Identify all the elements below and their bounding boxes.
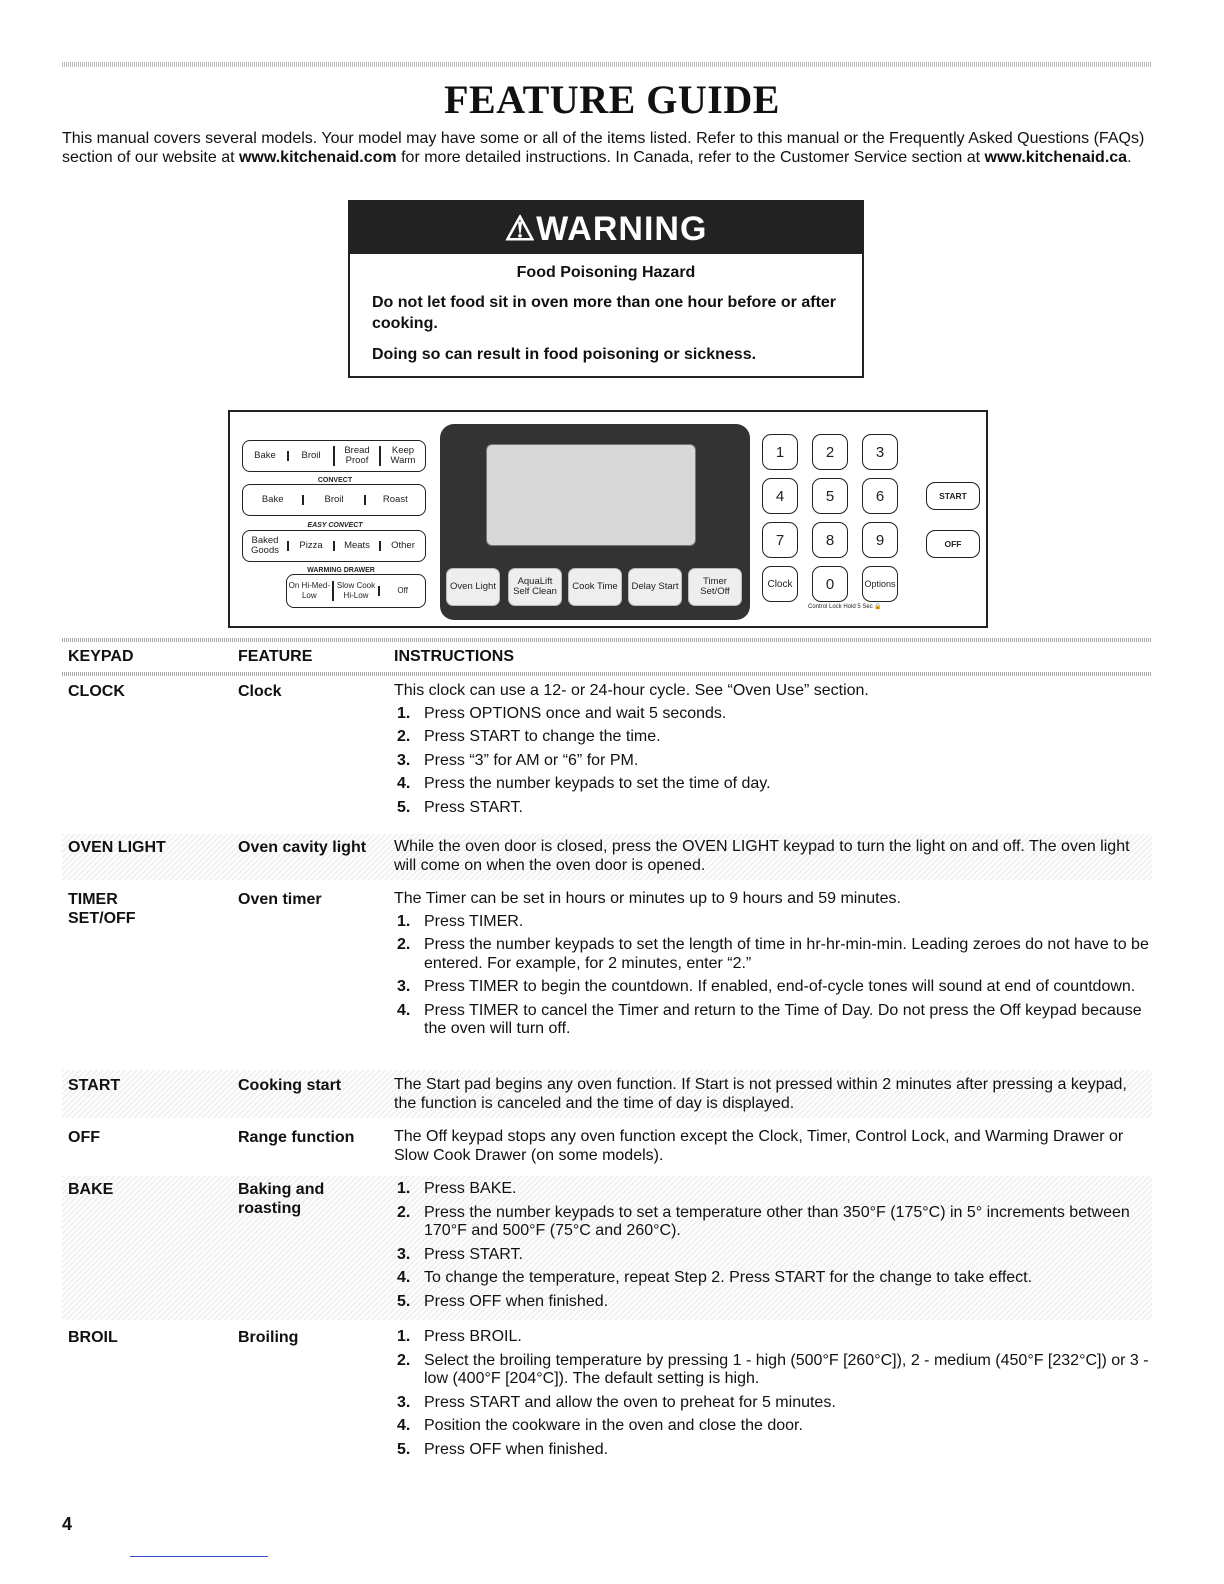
list-item: 4. Press TIMER to cancel the Timer and return to the Time of Day. Do not press the Off keypad because the oven will turn off. — [397, 1001, 1142, 1037]
row-keypad: BROIL — [68, 1329, 118, 1346]
warming-drawer-label: WARMING DRAWER — [307, 567, 375, 574]
row-instructions — [394, 682, 1150, 822]
keypad-row-easy-convect — [242, 530, 426, 562]
panel-convect-roast: Roast — [364, 495, 425, 505]
list-item: 2. Press START to change the time. — [397, 728, 661, 745]
list-item: 5. Press OFF when finished. — [397, 1292, 609, 1310]
table-row-off — [62, 1128, 1152, 1172]
panel-pizza: Pizza — [287, 541, 333, 551]
panel-num-5: 5 — [812, 478, 848, 514]
table-row-bake — [62, 1176, 1152, 1320]
panel-num-7: 7 — [762, 522, 798, 558]
panel-bake: Bake — [254, 450, 276, 461]
warning-heading — [350, 202, 862, 254]
row-keypad: OFF — [68, 1129, 100, 1146]
panel-other: Other — [379, 541, 425, 551]
panel-aqualift: AquaLift Self Clean — [508, 568, 562, 606]
panel-baked-goods: Baked Goods — [251, 535, 279, 556]
list-item: 4. Position the cookware in the oven and close the door. — [397, 1417, 803, 1434]
easy-convect-label: EASY CONVECT — [307, 522, 363, 529]
row-keypad: CLOCK — [68, 683, 125, 700]
kitchenaid-ca-link[interactable]: www.kitchenaid.ca — [984, 148, 1128, 166]
panel-delay-start: Delay Start — [628, 568, 682, 606]
row-feature: Oven cavity light — [238, 839, 367, 856]
row-feature: Cooking start — [238, 1077, 342, 1094]
row-keypad: TIMER SET/OFF — [68, 891, 136, 927]
intro-part2: for more detailed instructions. In Canada, refer to the Customer Service section at — [396, 148, 985, 166]
row-feature: Clock — [238, 683, 282, 700]
keypad-row-convect — [242, 484, 426, 516]
table-top-rule — [62, 638, 1152, 642]
keypad-row-bake — [242, 440, 426, 472]
convect-label: CONVECT — [317, 477, 353, 484]
panel-num-6: 6 — [862, 478, 898, 514]
col-instructions-header: INSTRUCTIONS — [394, 648, 514, 665]
panel-start: START — [926, 482, 980, 510]
warning-box — [348, 200, 864, 378]
table-header-rule — [62, 672, 1152, 676]
list-item: 2. Press the number keypads to set the length of time in hr-hr-min-min. Leading zeroes do not have to be entered. For example, for 2 minutes, enter “2.” — [397, 936, 1149, 972]
panel-options: Options — [862, 566, 898, 602]
row-instructions: The Off keypad stops any oven function except the Clock, Timer, Control Lock, and Warming Drawer or Slow Cook Drawer (on some models). — [394, 1128, 1124, 1164]
row-instructions: The Timer can be set in hours or minutes up to 9 hours and 59 minutes. 1. Press TIMER. 2. Press the number keypads to set the length of time in hr-hr-min-min. Leading zeroes do not have to be entered. For example, for 2 minutes, enter “2.” 3. Press TIMER to begin the countdown. If enabled, end-of-cycle tones will sound at end of countdown. 4. Press TIMER to cancel the Timer and return to the Time of Day. Do not press the Off keypad because the oven will turn off. — [394, 890, 1149, 1037]
panel-num-8: 8 — [812, 522, 848, 558]
row-keypad: BAKE — [68, 1181, 114, 1198]
col-keypad-header: KEYPAD — [68, 648, 134, 665]
page-title: FEATURE GUIDE — [444, 77, 780, 122]
row-feature: Baking and roasting — [238, 1181, 325, 1217]
panel-num-2: 2 — [812, 434, 848, 470]
panel-slow-cook: Slow Cook Hi-Low — [332, 581, 379, 601]
panel-keep-warm: Keep Warm — [379, 446, 425, 466]
row-intro: This clock can use a 12- or 24-hour cycle. See “Oven Use” section. — [394, 682, 869, 699]
row-instructions — [394, 1324, 1150, 1464]
row-instructions — [394, 1176, 1150, 1316]
panel-off: OFF — [926, 530, 980, 558]
row-feature: Oven timer — [238, 891, 322, 908]
list-item: 1. Press TIMER. — [397, 912, 524, 930]
panel-num-1: 1 — [762, 434, 798, 470]
panel-drawer-off: Off — [378, 586, 425, 596]
row-feature: Range function — [238, 1129, 355, 1146]
list-item: 3. Press “3” for AM or “6” for PM. — [397, 751, 639, 769]
list-item: 4. To change the temperature, repeat Step 2. Press START for the change to take effect. — [397, 1269, 1033, 1286]
lock-icon: 🔒 — [874, 604, 882, 610]
kitchenaid-link[interactable]: www.kitchenaid.com — [238, 148, 397, 166]
warning-triangle-icon: ⚠ — [504, 210, 537, 248]
list-item: 4. Press the number keypads to set the time of day. — [397, 775, 771, 792]
list-item: 2. Select the broiling temperature by pressing 1 - high (500°F [260°C]), 2 - medium (450°F [232°C]) or 3 - low (400°F [204°C]). The default setting is high. — [397, 1351, 1149, 1387]
panel-num-9: 9 — [862, 522, 898, 558]
list-item: 5. Press START. — [397, 798, 523, 816]
intro-part3: . — [1127, 148, 1132, 166]
list-item: 1. Press BAKE. — [397, 1180, 517, 1197]
list-item: 3. Press START and allow the oven to preheat for 5 minutes. — [397, 1393, 836, 1411]
control-panel-diagram — [228, 410, 988, 628]
panel-num-3: 3 — [862, 434, 898, 470]
page-number: 4 — [62, 1514, 73, 1534]
row-instructions: The Start pad begins any oven function. If Start is not pressed within 2 minutes after pressing a keypad, the function is canceled and the time of day is displayed. — [394, 1076, 1127, 1112]
list-item: 5. Press OFF when finished. — [397, 1440, 609, 1458]
keypad-row-warming-drawer — [286, 574, 426, 608]
warning-line1: Do not let food sit in oven more than one hour before or after cooking. — [372, 294, 837, 332]
row-feature: Broiling — [238, 1329, 299, 1346]
list-item: 1. Press BROIL. — [397, 1328, 522, 1345]
panel-bread-proof: Bread Proof — [333, 446, 379, 466]
row-instructions: While the oven door is closed, press the OVEN LIGHT keypad to turn the light on and off. The oven light will come on when the oven door is opened. — [394, 838, 1130, 874]
panel-broil: Broil — [287, 451, 333, 461]
panel-num-4: 4 — [762, 478, 798, 514]
panel-cook-time: Cook Time — [568, 568, 622, 606]
panel-convect-broil: Broil — [302, 495, 363, 505]
panel-convect-bake: Bake — [261, 494, 284, 505]
panel-num-0: 0 — [812, 566, 848, 602]
panel-oven-light: Oven Light — [446, 568, 500, 606]
panel-drawer-on: On Hi-Med-Low — [288, 581, 330, 600]
control-lock-text: Control Lock Hold 5 Sec — [808, 604, 873, 610]
top-rule — [62, 62, 1152, 67]
table-row-broil — [62, 1328, 1152, 1468]
warning-heading-text: WARNING — [536, 210, 708, 248]
control-lock-label — [808, 604, 882, 611]
table-row-oven-light — [62, 834, 1152, 880]
row-keypad: OVEN LIGHT — [68, 839, 166, 856]
panel-clock: Clock — [762, 566, 798, 602]
list-item: 1. Press OPTIONS once and wait 5 seconds. — [397, 704, 727, 722]
panel-timer-set-off: Timer Set/Off — [688, 568, 742, 606]
warning-hazard: Food Poisoning Hazard — [516, 264, 696, 281]
warning-line2: Doing so can result in food poisoning or sickness. — [372, 346, 757, 363]
footer-line — [130, 1556, 268, 1557]
table-row-clock — [62, 682, 1152, 830]
table-row-timer — [62, 890, 1152, 1062]
table-row-start — [62, 1070, 1152, 1118]
intro-part1: This manual covers several models. Your model may have some or all of the items listed. Refer to this manual or the Frequently Asked Questions (FAQs) section of our website at — [62, 130, 1145, 166]
intro-text — [62, 130, 1157, 167]
list-item: 2. Press the number keypads to set a temperature other than 350°F (175°C) in 5° increments between 170°F and 500°F (75°C and 260°C). — [397, 1203, 1130, 1239]
panel-meats: Meats — [333, 541, 379, 551]
display-screen — [486, 444, 696, 546]
list-item: 3. Press TIMER to begin the countdown. If enabled, end-of-cycle tones will sound at end of countdown. — [397, 978, 1136, 995]
col-feature-header: FEATURE — [238, 648, 313, 665]
list-item: 3. Press START. — [397, 1245, 523, 1263]
row-keypad: START — [68, 1077, 121, 1094]
